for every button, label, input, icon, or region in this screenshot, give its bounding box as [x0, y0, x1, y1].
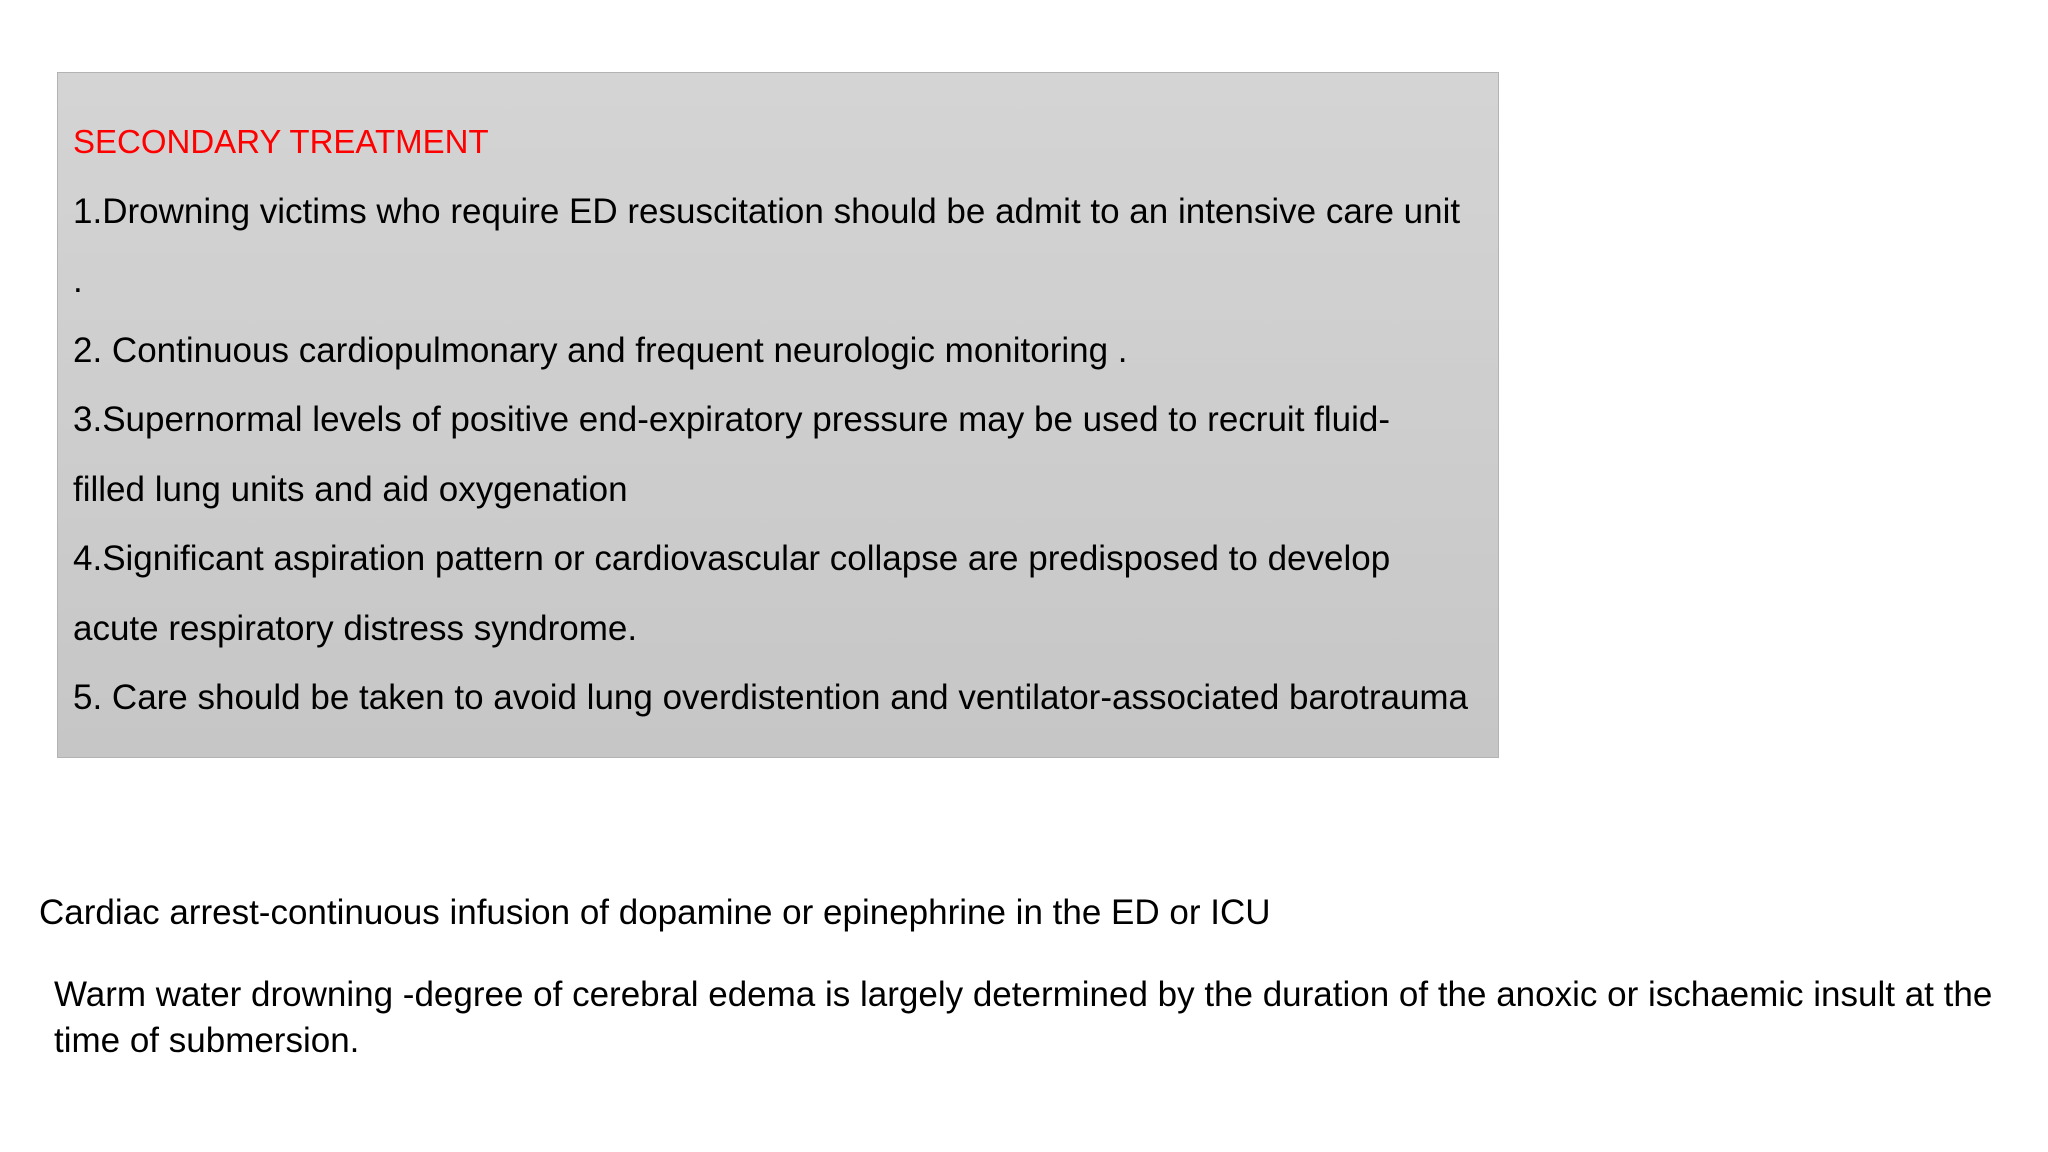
warm-water-drowning-note: Warm water drowning -degree of cerebral edema is largely determined by the duration of the anoxic or ischaemic insult at the time of submersion. — [54, 975, 1993, 1060]
secondary-treatment-box — [57, 72, 1499, 758]
cardiac-arrest-note: Cardiac arrest-continuous infusion of dopamine or epinephrine in the ED or ICU — [39, 893, 1271, 932]
treatment-line-3: 3.Supernormal levels of positive end-expiratory pressure may be used to recruit fluid- — [73, 400, 1391, 439]
treatment-line-2: 2. Continuous cardiopulmonary and frequent neurologic monitoring . — [73, 330, 1128, 370]
treatment-line-3-continuation: filled lung units and aid oxygenation — [73, 469, 628, 509]
treatment-line-5: 5. Care should be taken to avoid lung overdistention and ventilator-associated barotrauma — [73, 678, 1469, 717]
treatment-line-1: 1.Drowning victims who require ED resuscitation should be admit to an intensive care unit — [73, 191, 1461, 231]
treatment-line-1-continuation: . — [73, 261, 83, 300]
section-heading: SECONDARY TREATMENT — [73, 123, 489, 160]
treatment-line-4-continuation: acute respiratory distress syndrome. — [73, 608, 638, 648]
treatment-line-4: 4.Significant aspiration pattern or cardiovascular collapse are predisposed to develop — [73, 539, 1391, 578]
